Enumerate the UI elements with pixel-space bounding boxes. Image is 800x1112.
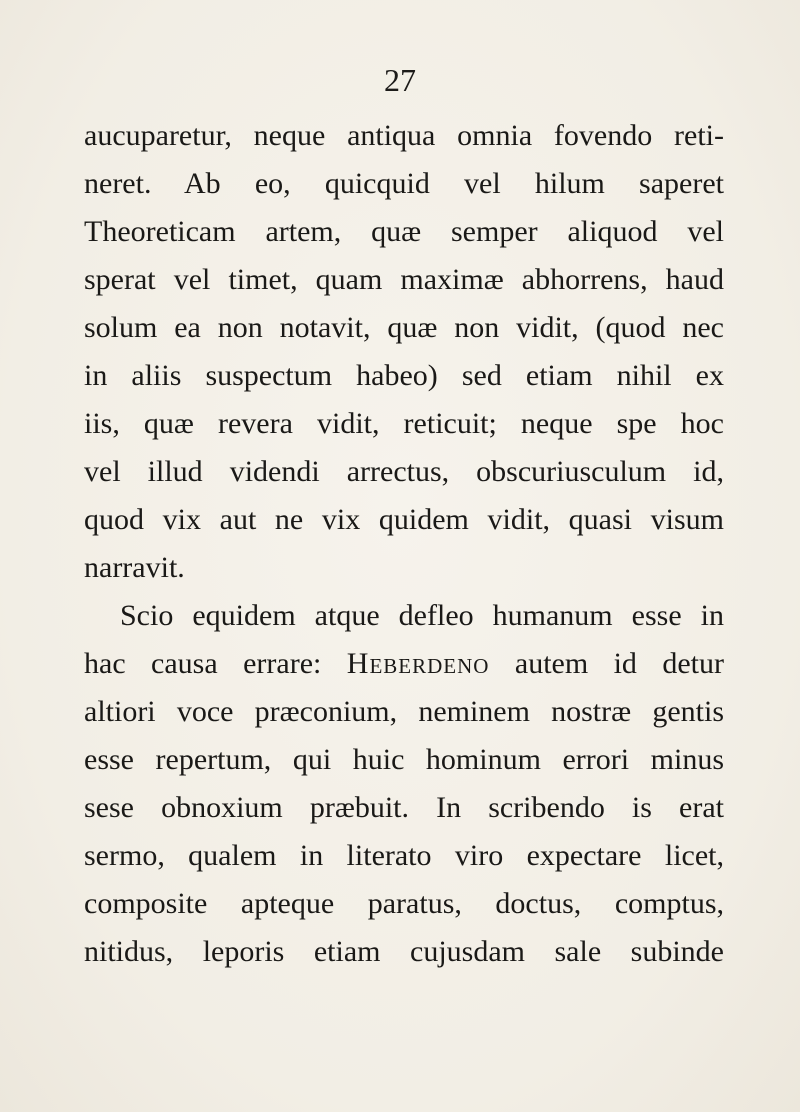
text-line-with-name <box>84 640 724 688</box>
text-line: iis, quæ revera vidit, reticuit; neque spe hoc <box>84 407 724 440</box>
body-text <box>84 112 724 976</box>
text-segment: hac causa errare: <box>84 647 347 680</box>
text-line: Scio equidem atque defleo humanum esse in <box>120 599 724 632</box>
text-line: vel illud videndi arrectus, obscuriusculum id, <box>84 455 724 488</box>
text-line: Theoreticam artem, quæ semper aliquod vel <box>84 215 724 248</box>
text-line: composite apteque paratus, doctus, comptus, <box>84 887 724 920</box>
paragraph-2 <box>84 592 724 976</box>
text-line: nitidus, leporis etiam cujusdam sale subinde <box>84 935 724 968</box>
author-name-smallcaps: Heberdeno <box>346 647 490 680</box>
page-number: 27 <box>384 62 416 98</box>
text-line: sperat vel timet, quam maximæ abhorrens, haud <box>84 263 724 296</box>
text-line: narravit. <box>84 551 185 584</box>
text-segment: autem id detur <box>489 647 724 680</box>
text-line: neret. Ab eo, quicquid vel hilum saperet <box>84 167 724 200</box>
paragraph-1 <box>84 112 724 592</box>
text-line: esse repertum, qui huic hominum errori minus <box>84 743 724 776</box>
text-line: sese obnoxium præbuit. In scribendo is erat <box>84 791 724 824</box>
text-line: solum ea non notavit, quæ non vidit, (quod nec <box>84 311 724 344</box>
text-line: altiori voce præconium, neminem nostræ gentis <box>84 695 724 728</box>
text-line: in aliis suspectum habeo) sed etiam nihil ex <box>84 359 724 392</box>
text-line: sermo, qualem in literato viro expectare licet, <box>84 839 724 872</box>
text-line: quod vix aut ne vix quidem vidit, quasi visum <box>84 503 724 536</box>
text-line: aucuparetur, neque antiqua omnia fovendo reti- <box>84 119 724 152</box>
